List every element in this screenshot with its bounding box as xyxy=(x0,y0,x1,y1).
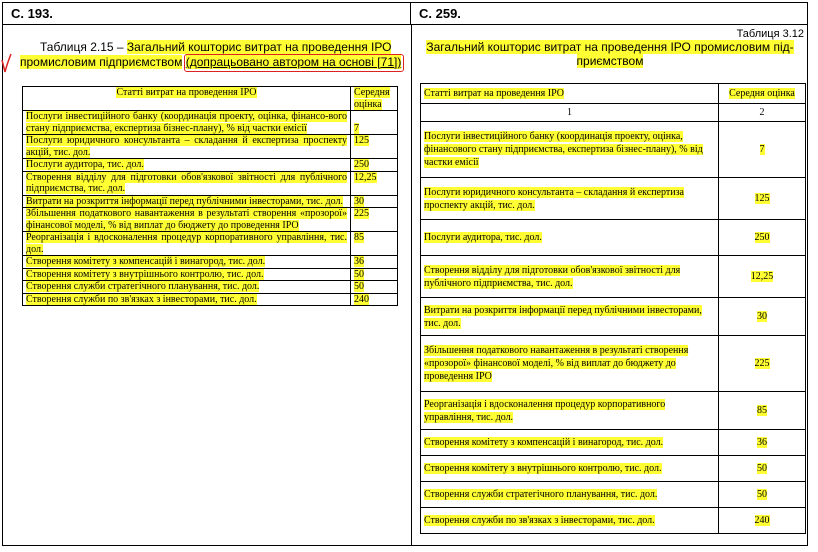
left-header-item: Статті витрат на проведення ІРО xyxy=(116,87,257,98)
left-caption-number: Таблиця 2.15 – xyxy=(40,40,127,54)
right-header-item: Статті витрат на проведення ІРО xyxy=(424,88,565,99)
row-label: Створення відділу для підготовки обов'язкової звітності для публічного підприємства, тис. дол. xyxy=(26,171,347,194)
row-value: 250 xyxy=(754,232,770,243)
table-row xyxy=(23,281,398,294)
column-divider xyxy=(411,25,412,545)
row-value: 50 xyxy=(757,463,767,474)
right-table-number: Таблиця 3.12 xyxy=(736,28,804,40)
left-header-value: Середня оцінка xyxy=(354,87,390,110)
table-row xyxy=(421,298,806,336)
table-row xyxy=(23,159,398,172)
checkmark-icon xyxy=(0,52,12,74)
row-label: Послуги інвестиційного банку (координація проекту, оцінка, фінансового стану підприємства, експертиза бізнес-плану), % від частки емісії xyxy=(424,131,703,168)
table-row xyxy=(421,178,806,220)
row-value: 85 xyxy=(354,232,364,243)
table-row xyxy=(23,268,398,281)
row-value: 240 xyxy=(754,515,770,526)
left-caption-title-b: промисловим підприємством xyxy=(20,55,183,69)
left-caption-note: (допрацьовано автором на основі [71]) xyxy=(185,55,402,69)
table-row xyxy=(23,111,398,135)
annotation-box xyxy=(184,54,404,72)
row-value: 12,25 xyxy=(750,271,774,282)
row-value: 7 xyxy=(759,144,765,155)
row-value: 85 xyxy=(757,405,767,416)
table-row xyxy=(421,430,806,456)
row-value: 12,25 xyxy=(354,171,377,183)
row-label: Створення служби по зв'язках з інвесторами, тис. дол. xyxy=(424,515,655,526)
table-row xyxy=(421,122,806,178)
row-value: 225 xyxy=(754,358,770,369)
table-row xyxy=(23,208,398,232)
table-number-row xyxy=(421,104,806,122)
table-row xyxy=(421,456,806,482)
table-row xyxy=(421,508,806,534)
row-label: Збільшення податкового навантаження в результаті створення «прозорої» фінансової моделі, % від виплат до бюджету до проведення ІРО xyxy=(424,345,689,382)
row-label: Витрати на розкриття інформації перед публічними інвесторами, тис. дол. xyxy=(424,304,702,329)
right-caption xyxy=(424,40,796,68)
row-label: Реорганізація і вдосконалення процедур корпоративного управління, тис. дол. xyxy=(26,232,347,255)
table-row xyxy=(421,256,806,298)
row-value: 250 xyxy=(354,159,369,170)
row-label: Послуги аудитора, тис. дол. xyxy=(424,232,542,243)
table-row xyxy=(23,256,398,269)
table-header-row xyxy=(421,84,806,104)
table-row xyxy=(421,336,806,392)
table-row xyxy=(23,232,398,256)
row-label: Створення комітету з внутрішнього контролю, тис. дол. xyxy=(424,463,662,474)
row-value: 7 xyxy=(354,122,359,134)
table-row xyxy=(23,195,398,208)
table-row xyxy=(23,171,398,195)
right-header-value: Середня оцінка xyxy=(729,88,795,99)
row-label: Створення відділу для підготовки обов'язкової звітності для публічного підприємства, тис. дол. xyxy=(424,264,681,289)
row-value: 50 xyxy=(757,489,767,500)
left-caption-title-a: Загальний кошторис витрат на проведення ІРО xyxy=(126,40,392,54)
row-value: 240 xyxy=(354,293,369,305)
table-row xyxy=(421,482,806,508)
row-label: Послуги аудитора, тис. дол. xyxy=(26,159,144,170)
row-label: Реорганізація і вдосконалення процедур корпоративного управління, тис. дол. xyxy=(424,398,666,423)
table-row xyxy=(23,293,398,306)
row-value: 30 xyxy=(757,311,767,322)
row-label: Послуги інвестиційного банку (координація проекту, оцінка, фінансо-вого стану підприємства, експертиза бізнес-плану), % від частки емісії xyxy=(26,111,347,134)
row-label: Збільшення податкового навантаження в результаті створення «прозорої» фінансової моделі, % від виплат до бюджету до проведення ІРО xyxy=(26,208,347,231)
right-table xyxy=(420,83,806,534)
row-value: 125 xyxy=(354,135,369,146)
row-value: 125 xyxy=(754,193,770,204)
column-number: 1 xyxy=(567,107,572,118)
row-value: 36 xyxy=(757,437,767,448)
row-value: 30 xyxy=(354,195,364,207)
row-value: 50 xyxy=(354,268,364,280)
row-label: Створення служби по зв'язках з інвесторами, тис. дол. xyxy=(26,293,257,305)
table-row xyxy=(421,220,806,256)
row-value: 225 xyxy=(354,208,369,219)
table-row xyxy=(23,135,398,159)
row-label: Витрати на розкриття інформації перед публічними інвесторами, тис. дол. xyxy=(26,195,343,207)
row-value: 50 xyxy=(354,281,364,292)
row-label: Створення служби стратегічного планування, тис. дол. xyxy=(424,489,658,500)
row-label: Створення комітету з компенсацій і винагород, тис. дол. xyxy=(26,256,266,267)
column-number: 2 xyxy=(759,107,765,118)
left-table xyxy=(22,86,398,306)
table-header-row xyxy=(23,87,398,111)
row-label: Створення комітету з компенсацій і винагород, тис. дол. xyxy=(424,437,664,448)
row-value: 36 xyxy=(354,256,364,267)
row-label: Послуги юридичного консультанта – складання й експертиза проспекту акцій, тис. дол. xyxy=(424,186,684,211)
right-caption-title: Загальний кошторис витрат на проведення ІРО промисловим під-приємством xyxy=(426,40,794,68)
right-page-ref: С. 259. xyxy=(411,3,807,25)
left-page-ref: С. 193. xyxy=(3,3,411,25)
row-label: Створення комітету з внутрішнього контролю, тис. дол. xyxy=(26,268,264,280)
row-label: Послуги юридичного консультанта – складання й експертиза проспекту акцій, тис. дол. xyxy=(26,135,347,158)
row-label: Створення служби стратегічного планування, тис. дол. xyxy=(26,281,260,292)
table-row xyxy=(421,392,806,430)
